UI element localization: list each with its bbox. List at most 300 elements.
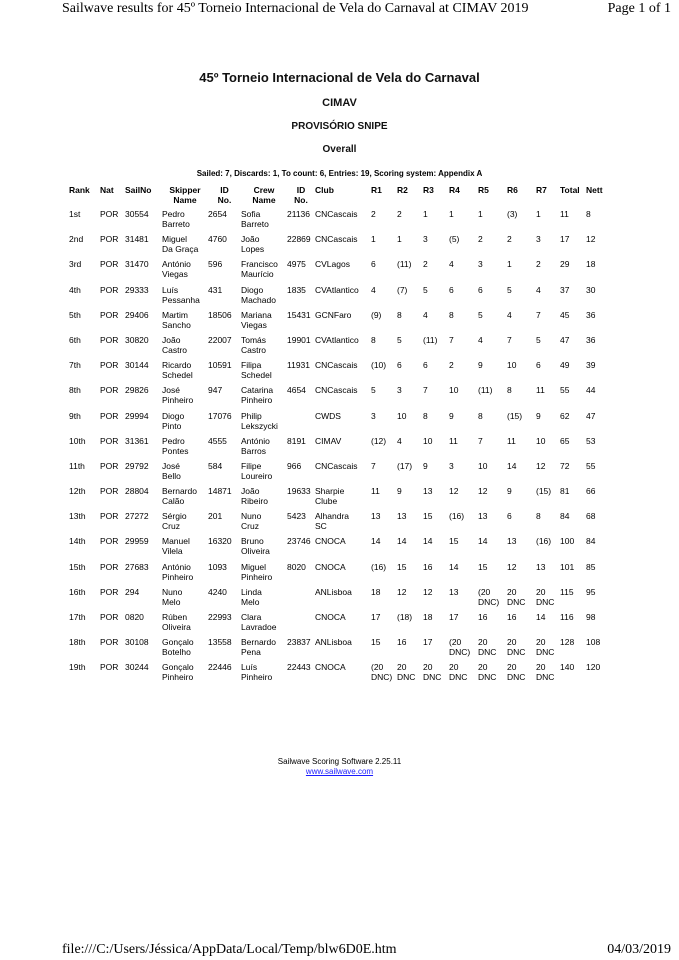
cell-skipper-id: 10591 — [208, 360, 232, 371]
cell-nett: 8 — [586, 209, 591, 219]
cell-r7 — [536, 562, 560, 587]
cell-r7 — [536, 411, 560, 436]
cell-line: 10 — [507, 360, 517, 371]
cell-r3 — [423, 335, 449, 360]
cell-line: Bruno — [241, 536, 264, 547]
cell-r4 — [449, 234, 478, 259]
cell-line: Pessanha — [162, 294, 200, 305]
table-row — [69, 461, 610, 486]
cell-line: DNC — [507, 647, 526, 658]
cell-r6 — [507, 259, 536, 284]
cell-line: Maurício — [241, 269, 274, 280]
cell-nett: 108 — [586, 637, 601, 648]
col-header-crew-id — [287, 185, 315, 209]
cell-skipper — [162, 511, 208, 536]
cell-skipper-id: 1093 — [208, 561, 227, 572]
cell-line: 12 — [397, 586, 407, 597]
cell-crew-id — [287, 411, 315, 436]
cell-line: GCNFaro — [315, 309, 352, 320]
cell-line: 3 — [478, 259, 483, 270]
cell-crew — [241, 587, 287, 612]
cell-skipper — [162, 385, 208, 410]
cell-line: Gonçalo — [162, 662, 194, 673]
cell-r1 — [371, 662, 397, 687]
cell-r2 — [397, 436, 423, 461]
cell-line: 20 — [507, 586, 517, 597]
cell-club — [315, 234, 371, 259]
cell-line: 11 — [536, 385, 545, 396]
cell-skipper-id: 14871 — [208, 486, 232, 497]
cell-rank: 17th — [69, 612, 86, 622]
cell-total: 115 — [560, 586, 574, 597]
cell-club — [315, 536, 371, 561]
cell-r7 — [536, 461, 560, 486]
cell-line: 4 — [371, 284, 376, 295]
cell-r6 — [507, 562, 536, 587]
cell-line: António — [241, 435, 270, 446]
cell-r4 — [449, 436, 478, 461]
cell-line: Viegas — [162, 269, 188, 280]
cell-club — [315, 259, 371, 284]
cell-line: Castro — [241, 344, 267, 355]
cell-skipper — [162, 234, 208, 259]
cell-line: António — [162, 259, 191, 270]
cell-r7 — [536, 436, 560, 461]
cell-line: 16 — [478, 612, 488, 622]
table-row — [69, 587, 610, 612]
cell-line: 20 — [507, 662, 517, 673]
cell-crew-id: 23746 — [287, 536, 311, 547]
print-header-title: Sailwave results for 45º Torneio Internacional de Vela do Carnaval at CIMAV 2019 — [62, 1, 529, 16]
cell-rank: 12th — [69, 486, 86, 497]
cell-line: Bello — [162, 470, 181, 481]
cell-line: Oliveira — [162, 622, 191, 632]
cell-rank: 16th — [69, 586, 86, 597]
cell-line: Sofia — [241, 209, 261, 219]
cell-total: 29 — [560, 259, 570, 270]
cell-sailno: 30108 — [125, 637, 149, 648]
cell-sailno: 28804 — [125, 486, 149, 497]
cell-r4 — [449, 536, 478, 561]
cell-r7 — [536, 511, 560, 536]
cell-rank: 1st — [69, 209, 81, 219]
cell-r7 — [536, 385, 560, 410]
cell-line: Schedel — [162, 370, 193, 381]
cell-r2 — [397, 536, 423, 561]
cell-line: DNC — [507, 596, 526, 607]
cell-line: Ricardo — [162, 360, 192, 371]
cell-line: Loureiro — [241, 470, 273, 481]
cell-r4 — [449, 562, 478, 587]
cell-line: 7 — [449, 334, 454, 345]
cell-sailno: 29959 — [125, 536, 149, 547]
cell-sailno: 31481 — [125, 234, 149, 245]
cell-line: 5 — [423, 284, 428, 295]
cell-nett: 44 — [586, 385, 596, 396]
cell-r1 — [371, 461, 397, 486]
cell-line: 10 — [478, 460, 488, 471]
cell-line: 20 — [536, 586, 546, 597]
cell-crew — [241, 511, 287, 536]
col-header-nat — [100, 185, 125, 209]
cell-r5 — [478, 310, 507, 335]
cell-nett: 68 — [586, 511, 596, 522]
cell-sailno: 29333 — [125, 284, 149, 295]
cell-line: 13 — [371, 511, 381, 522]
cell-r5 — [478, 360, 507, 385]
cell-crew — [241, 486, 287, 511]
cell-r5 — [478, 536, 507, 561]
cell-line: 20 — [423, 662, 433, 673]
cell-line: 2 — [397, 209, 402, 219]
cell-club — [315, 612, 371, 637]
cell-line: 18 — [371, 586, 381, 597]
cell-sailno: 29406 — [125, 309, 149, 320]
cell-r4 — [449, 511, 478, 536]
cell-line: DNC) — [478, 596, 500, 607]
cell-skipper-id: 4555 — [208, 435, 227, 446]
results-table — [69, 185, 610, 688]
col-header-nett — [586, 185, 610, 209]
cell-r7 — [536, 662, 560, 687]
cell-line: CVAtlantico — [315, 334, 359, 345]
cell-line: Pena — [241, 647, 261, 658]
cell-line: 12 — [423, 586, 433, 597]
cell-line: João — [241, 234, 260, 245]
cell-line: 7 — [536, 309, 541, 320]
cell-line: Viegas — [241, 319, 267, 330]
cell-total: 49 — [560, 360, 570, 371]
col-header-line: SailNo — [125, 185, 152, 195]
cell-nat: POR — [100, 284, 119, 295]
cell-line: CNOCA — [315, 561, 346, 572]
cell-r7 — [536, 486, 560, 511]
cell-r5 — [478, 259, 507, 284]
cell-line: Filipa — [241, 360, 262, 371]
cell-r5 — [478, 385, 507, 410]
cell-line: 5 — [478, 309, 483, 320]
cell-crew — [241, 461, 287, 486]
cell-r1 — [371, 612, 397, 637]
cell-line: 11 — [507, 435, 516, 446]
cell-line: Pinheiro — [241, 571, 273, 582]
cell-line: (15) — [507, 410, 523, 421]
event-title: 45º Torneio Internacional de Vela do Carnaval — [199, 70, 480, 85]
cell-line: Ribeiro — [241, 496, 268, 507]
cell-line: SC — [315, 521, 327, 532]
cell-line: Melo — [241, 596, 260, 607]
cell-rank: 19th — [69, 662, 86, 673]
col-header-line: R3 — [423, 185, 434, 195]
cell-line: 12 — [507, 561, 517, 572]
cell-crew-id — [287, 587, 315, 612]
cell-line: (16) — [449, 511, 465, 522]
cell-r7 — [536, 209, 560, 234]
cell-skipper-id: 4240 — [208, 586, 227, 597]
cell-line: Alhandra — [315, 511, 350, 522]
print-footer-date: 04/03/2019 — [607, 942, 671, 957]
cell-line: Lopes — [241, 244, 265, 255]
cell-crew — [241, 360, 287, 385]
cell-r1 — [371, 436, 397, 461]
cell-skipper-id: 4760 — [208, 234, 227, 245]
col-header-line: ID — [220, 185, 229, 195]
cell-skipper — [162, 562, 208, 587]
cell-r4 — [449, 637, 478, 662]
cell-line: 14 — [536, 612, 546, 622]
cell-nat: POR — [100, 662, 119, 673]
cell-line: 12 — [536, 460, 546, 471]
cell-line: Catarina — [241, 385, 274, 396]
cell-line: 6 — [478, 284, 483, 295]
cell-sailno: 30144 — [125, 360, 149, 371]
cell-r4 — [449, 486, 478, 511]
table-row — [69, 411, 610, 436]
print-footer-path: file:///C:/Users/Jéssica/AppData/Local/Temp/blw6D0E.htm — [62, 942, 397, 957]
cell-skipper — [162, 486, 208, 511]
col-header-total — [560, 185, 586, 209]
cell-line: Tomás — [241, 334, 267, 345]
cell-crew-id: 11931 — [287, 360, 311, 371]
col-header-line: Name — [252, 195, 276, 205]
cell-line: 9 — [507, 486, 512, 497]
cell-crew — [241, 335, 287, 360]
cell-line: 6 — [397, 360, 402, 371]
cell-r3 — [423, 436, 449, 461]
cell-line: Diogo — [162, 410, 185, 421]
col-header-line: R4 — [449, 185, 460, 195]
cell-line: 5 — [507, 284, 512, 295]
cell-nat: POR — [100, 536, 119, 547]
col-header-line: R1 — [371, 185, 382, 195]
cell-r4 — [449, 259, 478, 284]
cell-line: 13 — [478, 511, 488, 522]
class-title: PROVISÓRIO SNIPE — [291, 121, 388, 132]
cell-line: (12) — [371, 435, 387, 446]
cell-r6 — [507, 360, 536, 385]
cell-line: Gonçalo — [162, 637, 194, 648]
cell-line: 8 — [371, 334, 376, 345]
cell-total: 62 — [560, 410, 570, 421]
cell-r4 — [449, 587, 478, 612]
cell-r1 — [371, 335, 397, 360]
cell-skipper-id: 584 — [208, 460, 223, 471]
cell-rank: 8th — [69, 385, 81, 396]
table-row — [69, 637, 610, 662]
cell-r1 — [371, 385, 397, 410]
cell-r6 — [507, 234, 536, 259]
cell-line: 1 — [449, 209, 454, 219]
cell-r7 — [536, 612, 560, 637]
table-row — [69, 662, 610, 687]
cell-crew — [241, 385, 287, 410]
cell-line: Vilela — [162, 546, 183, 557]
cell-line: Sérgio — [162, 511, 187, 522]
cell-line: António — [162, 561, 191, 572]
col-header-line: Total — [560, 185, 580, 195]
cell-club — [315, 209, 371, 234]
cell-r2 — [397, 461, 423, 486]
cell-line: Lavradoe — [241, 622, 277, 632]
cell-club — [315, 662, 371, 687]
col-header-r7 — [536, 185, 560, 209]
cell-crew — [241, 234, 287, 259]
cell-total: 81 — [560, 486, 570, 497]
cell-r2 — [397, 637, 423, 662]
cell-total: 11 — [560, 209, 569, 219]
cell-line: 7 — [423, 385, 428, 396]
cell-nett: 84 — [586, 536, 596, 547]
cell-nat: POR — [100, 637, 119, 648]
col-header-line: Name — [173, 195, 197, 205]
cell-line: Barreto — [162, 219, 190, 229]
cell-sailno: 30820 — [125, 334, 149, 345]
cell-line: 6 — [371, 259, 376, 270]
cell-skipper-id: 431 — [208, 284, 223, 295]
cell-line: 2 — [449, 360, 454, 371]
cell-r5 — [478, 562, 507, 587]
cell-total: 37 — [560, 284, 570, 295]
cell-line: (9) — [371, 309, 382, 320]
cell-line: 1 — [478, 209, 483, 219]
cell-r1 — [371, 234, 397, 259]
table-row — [69, 360, 610, 385]
cell-line: 6 — [449, 284, 454, 295]
cell-crew-id: 8020 — [287, 561, 306, 572]
cell-line: DNC — [478, 647, 497, 658]
col-header-line: Skipper — [169, 185, 201, 195]
cell-line: 17 — [423, 637, 433, 648]
cell-r2 — [397, 587, 423, 612]
cell-r2 — [397, 385, 423, 410]
cell-line: 3 — [397, 385, 402, 396]
cell-line: 1 — [397, 234, 402, 245]
cell-line: Francisco — [241, 259, 278, 270]
cell-line: Pinheiro — [162, 395, 194, 406]
cell-line: CNOCA — [315, 536, 346, 547]
cell-line: Barros — [241, 445, 267, 456]
cell-r3 — [423, 285, 449, 310]
col-header-line: Crew — [253, 185, 275, 195]
cell-line: CVAtlantico — [315, 284, 359, 295]
cell-r7 — [536, 536, 560, 561]
cell-skipper — [162, 662, 208, 687]
cell-club — [315, 360, 371, 385]
cell-r5 — [478, 637, 507, 662]
cell-nat: POR — [100, 259, 119, 270]
cell-sailno: 0820 — [125, 612, 144, 622]
cell-sailno: 27272 — [125, 511, 149, 522]
cell-r1 — [371, 587, 397, 612]
cell-crew-id: 8191 — [287, 435, 306, 446]
cell-line: 3 — [371, 410, 376, 421]
cell-r3 — [423, 259, 449, 284]
cell-skipper — [162, 461, 208, 486]
cell-line: 4 — [536, 284, 541, 295]
cell-r7 — [536, 234, 560, 259]
cell-line: 15 — [423, 511, 433, 522]
cell-line: Martim — [162, 309, 188, 320]
cell-line: 3 — [449, 460, 454, 471]
cell-line: (16) — [536, 536, 552, 547]
cell-club — [315, 285, 371, 310]
cell-r4 — [449, 335, 478, 360]
cell-r3 — [423, 385, 449, 410]
cell-r7 — [536, 259, 560, 284]
cell-r6 — [507, 511, 536, 536]
cell-line: 13 — [449, 586, 459, 597]
cell-r4 — [449, 310, 478, 335]
cell-r4 — [449, 411, 478, 436]
cell-line: 6 — [507, 511, 512, 522]
cell-line: 20 — [397, 662, 407, 673]
cell-line: 15 — [449, 536, 459, 547]
cell-line: Pinheiro — [162, 672, 194, 683]
cell-line: 1 — [371, 234, 376, 245]
cell-line: Barreto — [241, 219, 269, 229]
cell-crew-id: 19633 — [287, 486, 311, 497]
scoring-summary: Sailed: 7, Discards: 1, To count: 6, Entries: 19, Scoring system: Appendix A — [196, 169, 483, 178]
cell-line: DNC — [536, 596, 555, 607]
cell-line: (18) — [397, 612, 413, 622]
cell-r3 — [423, 637, 449, 662]
col-header-r3 — [423, 185, 449, 209]
cell-line: 14 — [423, 536, 433, 547]
cell-line: 9 — [449, 410, 454, 421]
cell-line: 14 — [397, 536, 407, 547]
cell-r1 — [371, 536, 397, 561]
col-header-line: Nat — [100, 185, 114, 195]
cell-line: (20 — [478, 586, 491, 597]
cell-line: 7 — [371, 460, 376, 471]
cell-r6 — [507, 335, 536, 360]
software-name: Sailwave Scoring Software 2.25.11 — [277, 757, 402, 766]
cell-skipper — [162, 536, 208, 561]
cell-total: 100 — [560, 536, 575, 547]
cell-skipper — [162, 259, 208, 284]
cell-line: 14 — [371, 536, 381, 547]
cell-line: Sharpie — [315, 486, 345, 497]
cell-skipper — [162, 612, 208, 637]
cell-club — [315, 486, 371, 511]
cell-total: 47 — [560, 334, 570, 345]
col-header-line: Nett — [586, 185, 603, 195]
cell-line: Lekszycki — [241, 420, 278, 431]
cell-line: 15 — [478, 561, 488, 572]
cell-r3 — [423, 612, 449, 637]
cell-line: 4 — [397, 435, 402, 446]
cell-r7 — [536, 360, 560, 385]
sailwave-link[interactable]: www.sailwave.com — [305, 767, 374, 776]
cell-line: Mariana — [241, 309, 272, 320]
cell-r5 — [478, 436, 507, 461]
cell-crew-id: 21136 — [287, 209, 311, 219]
table-row — [69, 385, 610, 410]
cell-crew — [241, 436, 287, 461]
cell-skipper — [162, 637, 208, 662]
cell-line: (15) — [536, 486, 552, 497]
col-header-crew — [241, 185, 287, 209]
cell-line: (5) — [449, 234, 460, 245]
cell-line: João — [241, 486, 260, 497]
cell-line: 9 — [397, 486, 402, 497]
cell-line: Castro — [162, 344, 188, 355]
cell-nett: 30 — [586, 284, 596, 295]
cell-nett: 120 — [586, 662, 601, 673]
cell-line: Pinheiro — [241, 672, 273, 683]
cell-rank: 14th — [69, 536, 86, 547]
cell-skipper-id: 16320 — [208, 536, 232, 547]
